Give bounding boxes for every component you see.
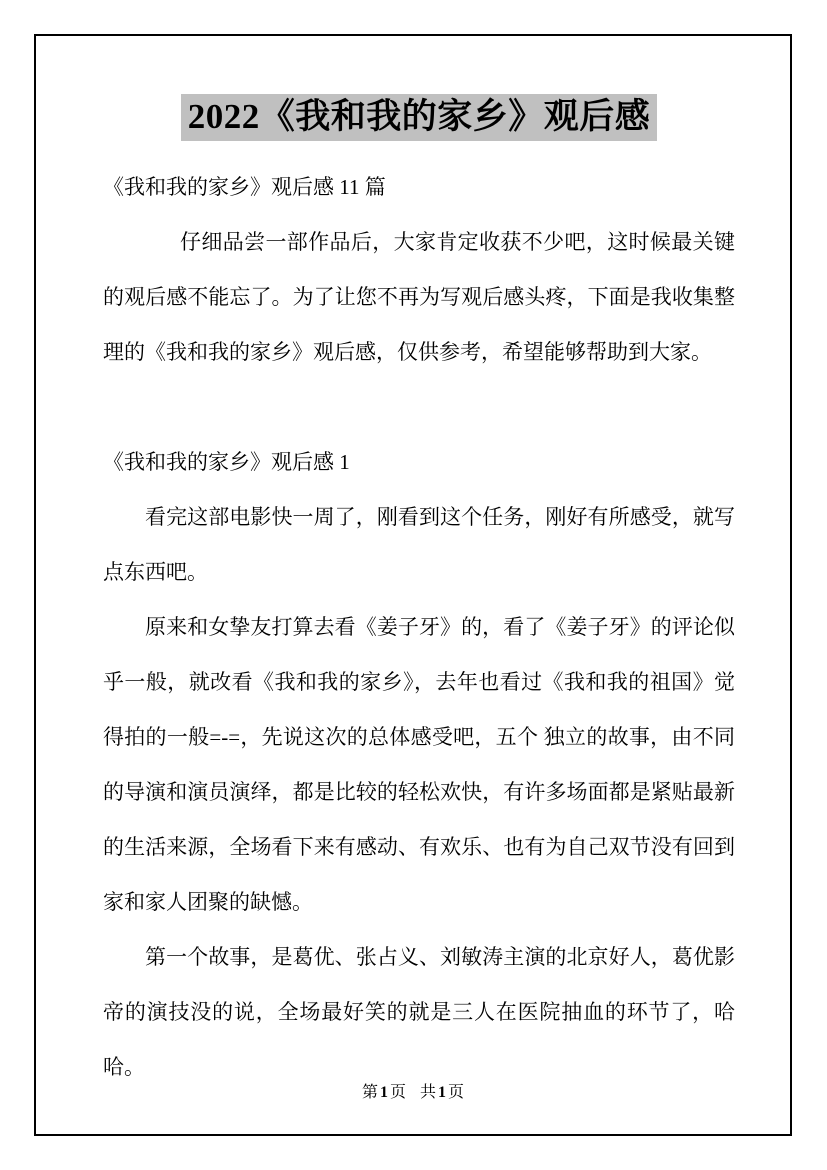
page-number: 1 (379, 1084, 388, 1101)
document-page (34, 34, 792, 1136)
document-subtitle: 《我和我的家乡》观后感 11 篇 (103, 175, 386, 199)
total-prefix: 共 (420, 1084, 437, 1101)
body-paragraph: 第一个故事，是葛优、张占义、刘敏涛主演的北京好人，葛优影帝的演技没的说，全场最好笑的就是三人在医院抽血的环节了，哈哈。 (103, 945, 735, 1079)
body-paragraph: 看完这部电影快一周了，刚看到这个任务，刚好有所感受，就写点东西吧。 (103, 505, 735, 584)
page-title (103, 94, 735, 140)
page-suffix: 页 (389, 1084, 406, 1101)
intro-paragraph: 仔细品尝一部作品后，大家肯定收获不少吧，这时候最关键的观后感不能忘了。为了让您不再为写观后感头疼，下面是我收集整理的《我和我的家乡》观后感，仅供参考，希望能够帮助到大家。 (103, 230, 735, 364)
page-prefix: 第 (361, 1084, 378, 1101)
current-page-label (362, 1084, 406, 1101)
title-highlight: 2022《我和我的家乡》观后感 (181, 94, 658, 141)
section-heading: 《我和我的家乡》观后感 1 (103, 450, 350, 474)
body-paragraph: 原来和女挚友打算去看《姜子牙》的，看了《姜子牙》的评论似乎一般，就改看《我和我的家乡》，去年也看过《我和我的祖国》觉得拍的一般=-=，先说这次的总体感受吧，五个 独立的故事，由不同的导演和演员演绎，都是比较的轻松欢快，有许多场面都是紧贴最新的生活来源，全场看下来有感动、有欢乐、也有为自己双节没有回到家和家人团聚的缺憾。 (103, 615, 735, 914)
total-suffix: 页 (448, 1084, 465, 1101)
page-footer (36, 1082, 790, 1104)
document-body (103, 94, 735, 1095)
total-pages-number: 1 (438, 1084, 447, 1101)
total-pages-label (420, 1084, 464, 1101)
